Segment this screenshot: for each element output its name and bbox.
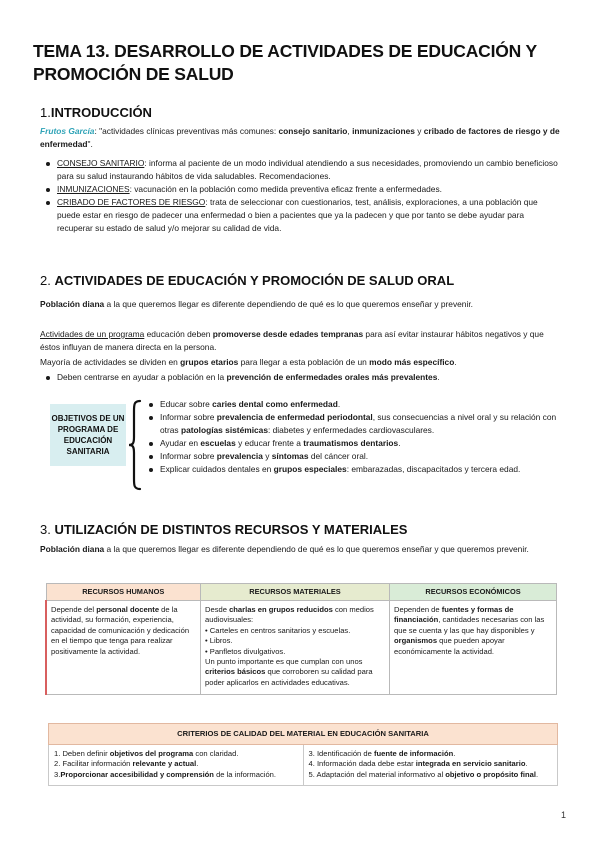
intro-paragraph bbox=[40, 125, 560, 151]
cell-text: Un punto importante es que cumplan con unos bbox=[205, 657, 363, 667]
criteria-bold: objetivos del programa bbox=[109, 749, 194, 758]
program-text: educación deben bbox=[144, 329, 213, 339]
criteria-bold: relevante y actual bbox=[132, 759, 197, 769]
list-item bbox=[40, 196, 562, 235]
table-header-row bbox=[46, 584, 557, 601]
objective-bold: prevalencia bbox=[216, 451, 263, 461]
cell-text: con medios audiovisuales: bbox=[205, 605, 374, 625]
focus-text: Deben centrarse en ayudar a población en la bbox=[57, 372, 227, 382]
section-2-number: 2. bbox=[40, 273, 51, 288]
list-item bbox=[143, 463, 563, 476]
cell-text: Depende del bbox=[51, 605, 97, 614]
focus-text: . bbox=[437, 372, 440, 382]
author-name: Frutos García bbox=[40, 126, 95, 136]
groups-bold: grupos etarios bbox=[180, 357, 239, 367]
objective-text: . bbox=[398, 438, 401, 448]
objective-text: . bbox=[337, 399, 341, 409]
criteria-text: 1. Deben definir bbox=[54, 749, 110, 758]
list-item bbox=[143, 398, 563, 411]
intro-text: : "actividades clínicas preventivas más comunes: bbox=[94, 126, 279, 136]
human-resources-cell bbox=[46, 601, 201, 695]
program-bold: promoverse desde edades tempranas bbox=[212, 329, 364, 339]
target-population-paragraph bbox=[40, 298, 560, 311]
intro-bold-inmunizaciones: inmunizaciones bbox=[352, 126, 415, 136]
target-population-paragraph-2 bbox=[40, 543, 560, 556]
cell-text: de la actividad, su formación, experiencia, capacidad de comunicación y dedicación en el tiempo que tenga para realizar positivamente la actividad. bbox=[51, 605, 190, 656]
criteria-bold: fuente de información bbox=[373, 749, 454, 758]
quality-criteria-table bbox=[48, 723, 558, 786]
criteria-text: . bbox=[525, 759, 528, 769]
criteria-text: de la información. bbox=[213, 769, 277, 779]
section-1-title: INTRODUCCIÓN bbox=[50, 105, 152, 120]
list-item-text: : trata de seleccionar con cuestionarios, test, análisis, exploraciones, a una población que puede estar en riesgo de padecer una enfermedad o bien a pacientes que ya la padecen y que por tanto se debe ayudar para recuperar su estado de salud y/o mejorar su calidad de vida. bbox=[57, 197, 538, 233]
criteria-right-cell bbox=[303, 745, 558, 786]
objectives-label-box bbox=[50, 404, 126, 466]
section-3-heading bbox=[40, 522, 407, 538]
objective-text: Educar sobre bbox=[160, 399, 213, 409]
header-human-resources: RECURSOS HUMANOS bbox=[46, 584, 201, 601]
objective-bold: patologías sistémicas bbox=[180, 425, 268, 435]
objective-bold: grupos especiales bbox=[273, 464, 347, 474]
list-item-text: : informa al paciente de un modo individual atendiendo a sus necesidades, promoviendo un cambio beneficioso para su salud instaurando hábitos de vida saludables. Recomendaciones. bbox=[57, 158, 558, 181]
criteria-text: 3. bbox=[54, 769, 61, 779]
objective-text: Ayudar en bbox=[160, 438, 201, 448]
cell-bold: personal docente bbox=[96, 605, 160, 614]
cell-bold: charlas en grupos reducidos bbox=[229, 605, 333, 614]
objective-text: del cáncer oral. bbox=[308, 451, 369, 461]
criteria-bold: integrada en servicio sanitario bbox=[415, 759, 526, 769]
list-item-label: CRIBADO DE FACTORES DE RIESGO bbox=[57, 197, 206, 207]
objective-text: Informar sobre bbox=[160, 451, 217, 461]
criteria-bold: Proporcionar accesibilidad y comprensión bbox=[60, 769, 214, 779]
objective-text: Informar sobre bbox=[160, 412, 217, 422]
curly-brace-icon bbox=[127, 399, 143, 491]
criteria-text: 2. Facilitar información bbox=[54, 759, 133, 769]
objective-bold: síntomas bbox=[271, 451, 309, 461]
focus-list bbox=[40, 371, 562, 384]
groups-text: . bbox=[454, 357, 457, 367]
groups-text: para llegar a esta población de un bbox=[238, 357, 370, 367]
intro-bold-consejo: consejo sanitario bbox=[278, 126, 348, 136]
criteria-text: 3. Identificación de bbox=[308, 749, 374, 758]
section-3-title: UTILIZACIÓN DE DISTINTOS RECURSOS Y MATERIALES bbox=[54, 522, 408, 537]
header-economic-resources: RECURSOS ECONÓMICOS bbox=[390, 584, 557, 601]
list-item bbox=[143, 437, 563, 450]
criteria-text: . bbox=[535, 769, 539, 779]
cell-text: que pueden apoyar económicamente la actividad. bbox=[394, 636, 505, 656]
criteria-text: . bbox=[196, 759, 199, 769]
intro-list bbox=[40, 157, 562, 235]
section-1-heading bbox=[40, 105, 152, 121]
list-item bbox=[143, 411, 563, 437]
program-text: para así evitar instaurar hábitos negativos y que éstos influyan de manera directa en la persona. bbox=[40, 329, 544, 352]
section-3-number: 3. bbox=[40, 522, 51, 537]
objective-text: : embarazadas, discapacitados y tercera edad. bbox=[346, 464, 521, 474]
table-row bbox=[46, 601, 557, 695]
cell-text: Desde bbox=[205, 605, 230, 614]
program-paragraph bbox=[40, 328, 560, 354]
criteria-header: CRITERIOS DE CALIDAD DEL MATERIAL EN EDUCACIÓN SANITARIA bbox=[49, 724, 558, 745]
economic-resources-cell bbox=[390, 601, 557, 695]
list-item bbox=[143, 450, 563, 463]
table-header-row bbox=[49, 724, 558, 745]
material-resources-cell bbox=[201, 601, 390, 695]
target-population-text: a la que queremos llegar es diferente dependiendo de qué es lo que queremos enseñar y que queremos prevenir. bbox=[104, 544, 529, 554]
groups-paragraph bbox=[40, 356, 560, 369]
criteria-text: con claridad. bbox=[193, 749, 239, 758]
criteria-left-cell bbox=[49, 745, 304, 786]
objectives-label: OBJETIVOS DE UN PROGRAMA DE EDUCACIÓN SANITARIA bbox=[51, 414, 125, 456]
intro-text: y bbox=[414, 126, 424, 136]
objective-text: Explicar cuidados dentales en bbox=[160, 464, 274, 474]
section-2-heading bbox=[40, 273, 454, 289]
target-population-text: a la que queremos llegar es diferente dependiendo de qué es lo que queremos enseñar y prevenir. bbox=[104, 299, 473, 309]
criteria-bold: objetivo o propósito final bbox=[445, 769, 536, 779]
objective-text: y bbox=[262, 451, 272, 461]
section-1-number: 1. bbox=[40, 105, 51, 120]
page-number: 1 bbox=[561, 810, 567, 820]
header-material-resources: RECURSOS MATERIALES bbox=[201, 584, 390, 601]
criteria-text: 4. Información dada debe estar bbox=[308, 759, 416, 769]
program-underline: Actividades de un programa bbox=[40, 329, 145, 339]
list-item-label: INMUNIZACIONES bbox=[57, 184, 130, 194]
cell-text: que corroboren su calidad para poder aplicarlos en actividades educativas. bbox=[205, 667, 373, 687]
objective-text: , sus consecuencias a nivel oral y su relación con otras bbox=[160, 412, 557, 435]
list-item bbox=[40, 183, 562, 196]
intro-bold-cribado: cribado de factores de riesgo y de enfermedad bbox=[40, 126, 560, 149]
cell-bold: organismos bbox=[394, 636, 438, 646]
groups-text: Mayoría de actividades se dividen en bbox=[40, 357, 181, 367]
list-item-text: : vacunación en la población como medida preventiva eficaz frente a enfermedades. bbox=[129, 184, 442, 194]
objective-bold: caries dental como enfermedad bbox=[212, 399, 338, 409]
target-population-bold: Población diana bbox=[40, 299, 105, 309]
resources-table bbox=[45, 583, 557, 695]
material-item: • Carteles en centros sanitarios y escuelas. bbox=[205, 625, 351, 635]
intro-text: ". bbox=[87, 139, 93, 149]
objective-bold: prevalencia de enfermedad periodontal bbox=[216, 412, 373, 422]
objective-bold: traumatismos dentarios bbox=[303, 438, 399, 448]
criteria-text: . bbox=[453, 749, 456, 758]
cell-bold: criterios básicos bbox=[205, 667, 266, 677]
objective-text: : diabetes y enfermedades cardiovasculares. bbox=[268, 425, 435, 435]
objective-text: y educar frente a bbox=[235, 438, 304, 448]
objective-bold: escuelas bbox=[200, 438, 236, 448]
cell-bold: fuentes y formas de financiación bbox=[394, 605, 514, 625]
list-item bbox=[40, 157, 562, 183]
focus-bold: prevención de enfermedades orales más prevalentes bbox=[226, 372, 438, 382]
cell-text: Dependen de bbox=[394, 605, 442, 614]
list-item-label: CONSEJO SANITARIO bbox=[57, 158, 145, 168]
section-2-title: ACTIVIDADES DE EDUCACIÓN Y PROMOCIÓN DE SALUD ORAL bbox=[54, 273, 455, 288]
objectives-list bbox=[143, 398, 563, 476]
target-population-bold: Población diana bbox=[40, 544, 105, 554]
cell-text: , cantidades necesarias con las que se cuenta y las que hay disponibles y bbox=[394, 615, 545, 635]
material-item: • Libros. bbox=[205, 636, 233, 646]
table-row bbox=[49, 745, 558, 786]
list-item bbox=[40, 371, 562, 384]
intro-text: , bbox=[347, 126, 353, 136]
document-title: TEMA 13. DESARROLLO DE ACTIVIDADES DE EDUCACIÓN Y PROMOCIÓN DE SALUD bbox=[33, 41, 537, 84]
groups-bold: modo más específico bbox=[369, 357, 455, 367]
criteria-text: 5. Adaptación del material informativo al bbox=[308, 769, 446, 779]
material-item: • Panfletos divulgativos. bbox=[205, 646, 286, 656]
